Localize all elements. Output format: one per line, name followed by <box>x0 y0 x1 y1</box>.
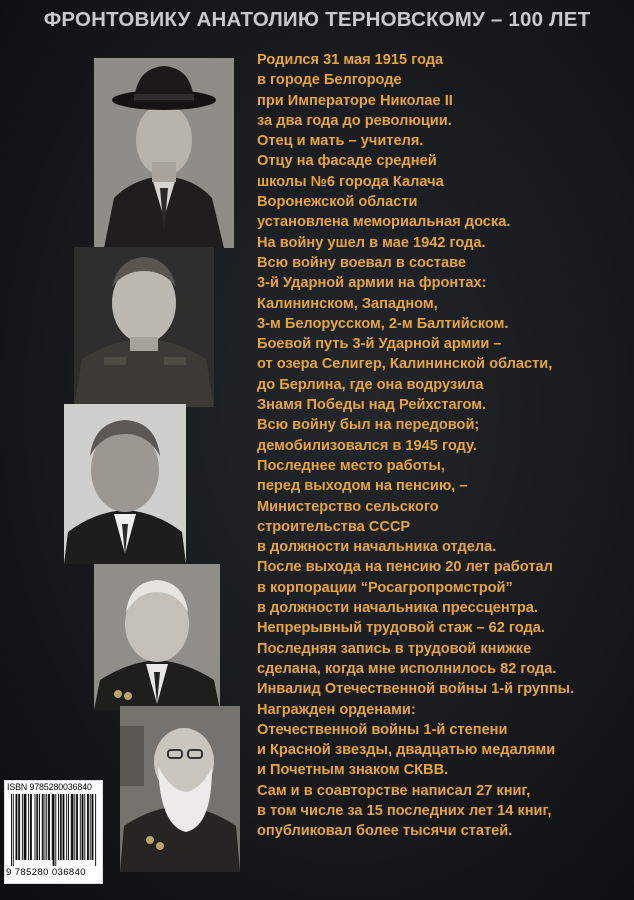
bio-line: и Красной звезды, двадцатью медалями <box>257 742 556 759</box>
portrait-soldier-uniform-icon <box>74 247 214 407</box>
bio-line: при Императоре Николае II <box>257 92 453 109</box>
bio-line: Знамя Победы над Рейхстагом. <box>257 397 487 414</box>
bio-line: в городе Белгороде <box>257 72 402 89</box>
bio-line: Всю войну был на передовой; <box>257 417 480 434</box>
portrait-elderly-bearded-man-icon <box>120 706 240 872</box>
bio-line: Родился 31 мая 1915 года <box>257 52 444 68</box>
bio-line: Министерство сельского <box>257 498 439 515</box>
bio-line: Боевой путь 3-й Ударной армии – <box>257 336 502 353</box>
bio-line: перед выходом на пенсию, – <box>257 478 468 495</box>
portrait-older-man-medals-icon <box>94 564 220 710</box>
bio-line: в том числе за 15 последних лет 14 книг, <box>257 802 552 819</box>
bio-line: Отечественной войны 1-й степени <box>257 721 508 738</box>
bio-line: установлена мемориальная доска. <box>257 214 511 231</box>
bio-line: Калининском, Западном, <box>257 295 438 312</box>
bio-line: На войну ушел в мае 1942 года. <box>257 234 486 251</box>
biography-text <box>257 50 627 842</box>
barcode-bars-icon <box>11 794 97 866</box>
bio-line: Непрерывный трудовой стаж – 62 года. <box>257 620 545 637</box>
bio-line: Последнее место работы, <box>257 457 445 474</box>
isbn-label: ISBN 9785280036840 <box>7 782 92 792</box>
ean-digits: 9 785280 036840 <box>6 867 86 878</box>
portrait-man-suit-icon <box>64 404 186 564</box>
bio-line: опубликовал более тысячи статей. <box>257 823 513 840</box>
bio-line: Отцу на фасаде средней <box>257 153 437 170</box>
bio-line: Воронежской области <box>257 194 418 211</box>
bio-line: Сам и в соавторстве написал 27 книг, <box>257 782 531 799</box>
bio-line: до Берлина, где она водрузила <box>257 376 484 393</box>
bio-line: Награжден орденами: <box>257 701 416 718</box>
isbn-barcode <box>4 780 103 884</box>
bio-line: в корпорации “Росагропромстрой” <box>257 579 513 596</box>
bio-line: Отец и мать – учителя. <box>257 133 424 150</box>
bio-line: 3-м Белорусском, 2-м Балтийском. <box>257 315 509 332</box>
bio-line: строительства СССР <box>257 518 411 535</box>
bio-line: Инвалид Отечественной войны 1-й группы. <box>257 681 575 698</box>
portrait-young-man-hat-icon <box>94 58 234 248</box>
bio-line: сделана, когда мне исполнилось 82 года. <box>257 660 557 677</box>
bio-line: и Почетным знаком СКВВ. <box>257 762 449 779</box>
bio-line: школы №6 города Калача <box>257 173 444 190</box>
bio-line: за два года до революции. <box>257 112 452 129</box>
bio-line: от озера Селигер, Калининской области, <box>257 356 553 373</box>
bio-line: 3-й Ударной армии на фронтах: <box>257 275 487 292</box>
bio-line: Всю войну воевал в составе <box>257 254 466 271</box>
bio-line: Последняя запись в трудовой книжке <box>257 640 532 657</box>
bio-line: в должности начальника отдела. <box>257 539 497 556</box>
cover-title: ФРОНТОВИКУ АНАТОЛИЮ ТЕРНОВСКОМУ – 100 ЛЕТ <box>43 8 591 31</box>
bio-line: После выхода на пенсию 20 лет работал <box>257 559 553 576</box>
bio-line: демобилизовался в 1945 году. <box>257 437 477 454</box>
bio-line: в должности начальника прессцентра. <box>257 600 538 617</box>
